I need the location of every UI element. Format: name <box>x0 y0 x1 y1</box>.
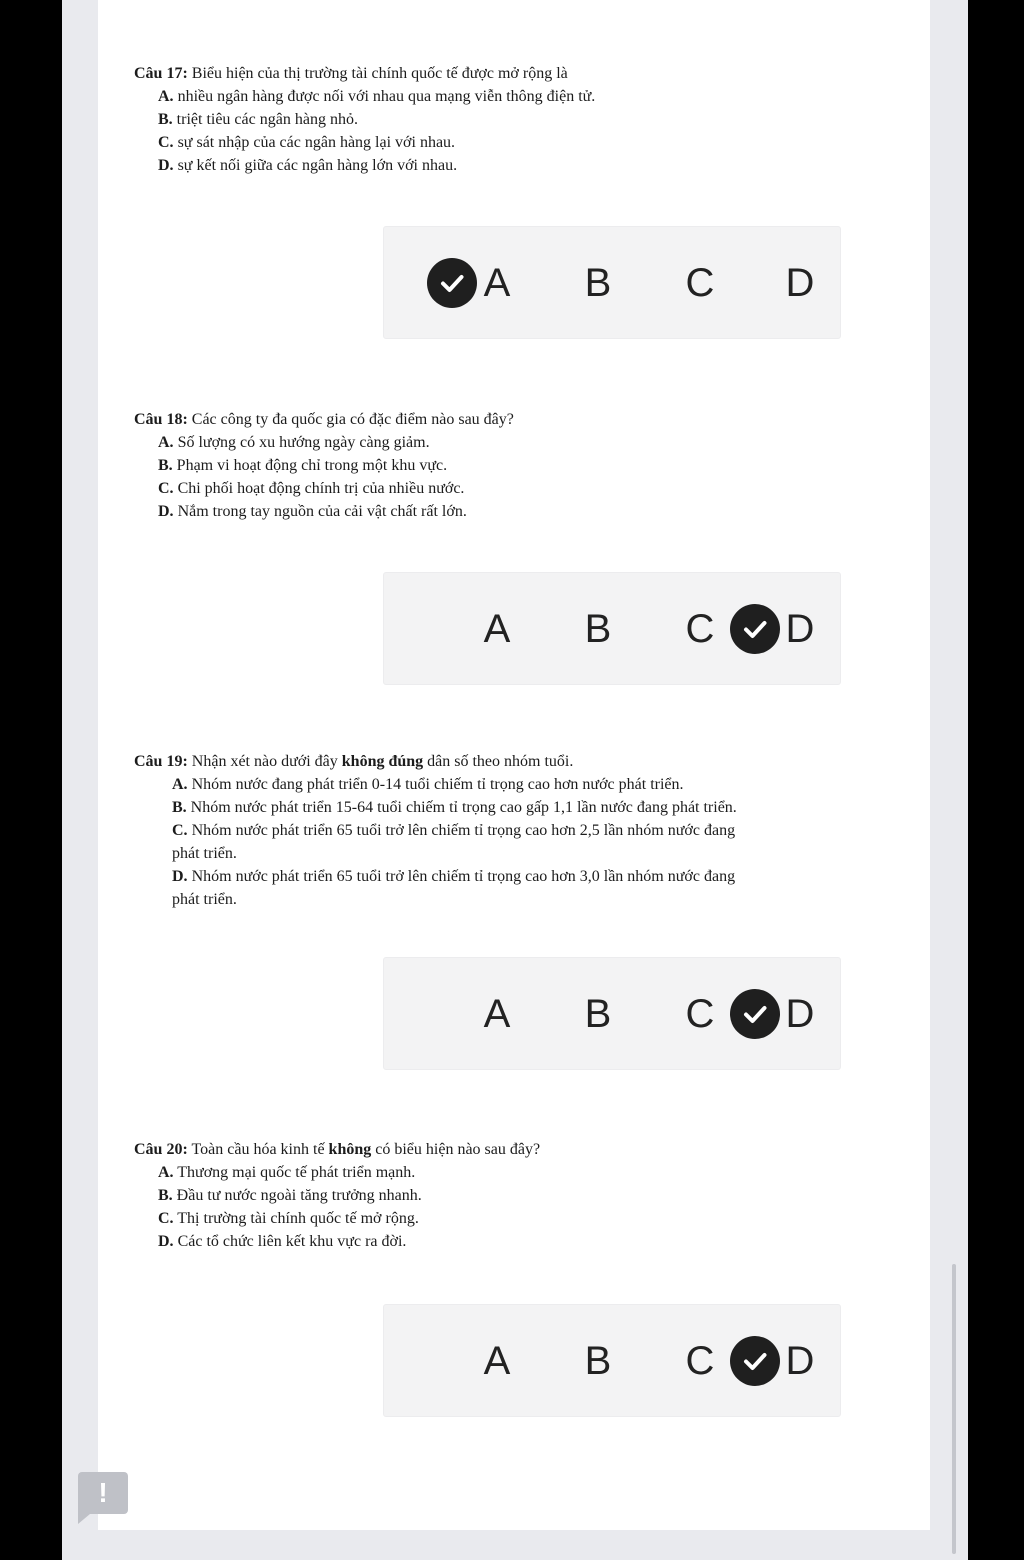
option-d-continued: phát triển. <box>172 891 237 908</box>
question-number: Câu 18: <box>134 411 188 428</box>
option-key: B. <box>158 457 173 474</box>
option-text: Nắm trong tay nguồn của cải vật chất rất lớn. <box>173 503 467 520</box>
option-text: Đầu tư nước ngoài tăng trưởng nhanh. <box>172 1187 422 1204</box>
answer-letter: C <box>685 992 715 1036</box>
option-key: C. <box>158 134 174 151</box>
answer-box-18 <box>383 572 841 685</box>
option-key: A. <box>158 434 174 451</box>
option-key: C. <box>172 822 188 839</box>
question-text: Biểu hiện của thị trường tài chính quốc tế được mở rộng là <box>187 65 568 82</box>
option-key: C. <box>158 480 174 497</box>
question-title <box>134 408 894 431</box>
answer-letter: A <box>483 992 511 1036</box>
option-text: triệt tiêu các ngân hàng nhỏ. <box>172 111 358 128</box>
answer-letter: B <box>584 992 612 1036</box>
answer-letter: C <box>685 1339 715 1383</box>
question-18 <box>134 408 894 523</box>
question-text: có biểu hiện nào sau đây? <box>371 1141 541 1158</box>
option-key: D. <box>158 1233 174 1250</box>
question-number: Câu 17: <box>134 65 188 82</box>
option-a <box>172 773 894 796</box>
option-b <box>172 796 894 819</box>
answer-letter: A <box>483 1339 511 1383</box>
option-b <box>158 108 894 131</box>
option-a <box>158 85 894 108</box>
answer-letter: A <box>483 261 511 305</box>
answer-choice-b[interactable] <box>558 1305 638 1418</box>
selected-check-icon <box>730 604 780 654</box>
option-key: D. <box>158 157 174 174</box>
answer-choice-c[interactable] <box>660 958 740 1071</box>
answer-letter: D <box>785 607 815 651</box>
option-text: Nhóm nước phát triển 65 tuổi trở lên chiếm tỉ trọng cao hơn 3,0 lần nhóm nước đang <box>187 868 736 885</box>
option-c-continued: phát triển. <box>172 845 237 862</box>
question-title <box>134 750 894 773</box>
question-title <box>134 1138 894 1161</box>
option-a <box>158 1161 894 1184</box>
option-c <box>158 131 894 154</box>
option-b <box>158 1184 894 1207</box>
answer-letter: B <box>584 261 612 305</box>
option-text: Các tổ chức liên kết khu vực ra đời. <box>173 1233 407 1250</box>
option-text: Nhóm nước đang phát triển 0-14 tuổi chiếm tỉ trọng cao hơn nước phát triển. <box>187 776 684 793</box>
answer-choice-c[interactable] <box>660 227 740 340</box>
answer-choice-c[interactable] <box>660 1305 740 1418</box>
answer-choice-d[interactable] <box>760 227 840 340</box>
answer-choice-a[interactable] <box>457 573 537 686</box>
answer-choice-c[interactable] <box>660 573 740 686</box>
answer-letter: C <box>685 261 715 305</box>
scrollbar[interactable] <box>952 1264 956 1554</box>
answer-choice-a[interactable] <box>457 1305 537 1418</box>
option-text: Phạm vi hoạt động chỉ trong một khu vực. <box>172 457 448 474</box>
option-key: A. <box>158 88 174 105</box>
question-text: Nhận xét nào dưới đây <box>187 753 342 770</box>
selected-check-icon <box>427 258 477 308</box>
option-d <box>158 500 894 523</box>
option-a <box>158 431 894 454</box>
selected-check-icon <box>730 989 780 1039</box>
answer-letter: A <box>483 607 511 651</box>
question-text: Các công ty đa quốc gia có đặc điểm nào sau đây? <box>187 411 514 428</box>
option-key: B. <box>172 799 187 816</box>
answer-box-17 <box>383 226 841 339</box>
question-20 <box>134 1138 894 1253</box>
option-text: Chi phối hoạt động chính trị của nhiều nước. <box>173 480 465 497</box>
answer-letter: D <box>785 1339 815 1383</box>
question-text: Toàn cầu hóa kinh tế <box>187 1141 329 1158</box>
question-17 <box>134 62 894 177</box>
answer-letter: B <box>584 1339 612 1383</box>
option-text: sự kết nối giữa các ngân hàng lớn với nhau. <box>173 157 458 174</box>
question-number: Câu 19: <box>134 753 188 770</box>
answer-choice-b[interactable] <box>558 573 638 686</box>
option-text: sự sát nhập của các ngân hàng lại với nhau. <box>173 134 456 151</box>
question-text-bold: không <box>328 1141 372 1158</box>
option-key: A. <box>172 776 188 793</box>
option-key: C. <box>158 1210 174 1227</box>
warning-badge[interactable]: ! <box>78 1472 128 1514</box>
answer-letter: D <box>785 992 815 1036</box>
option-key: B. <box>158 111 173 128</box>
answer-letter: C <box>685 607 715 651</box>
selected-check-icon <box>730 1336 780 1386</box>
option-text: Thương mại quốc tế phát triển mạnh. <box>173 1164 416 1181</box>
answer-box-19 <box>383 957 841 1070</box>
answer-letter: B <box>584 607 612 651</box>
option-d <box>172 865 894 888</box>
option-text: Nhóm nước phát triển 15-64 tuổi chiếm tỉ trọng cao gấp 1,1 lần nước đang phát triển. <box>186 799 737 816</box>
question-19 <box>134 750 894 911</box>
option-d <box>158 154 894 177</box>
option-key: B. <box>158 1187 173 1204</box>
question-title <box>134 62 894 85</box>
answer-letter: D <box>785 261 815 305</box>
option-key: D. <box>158 503 174 520</box>
option-d <box>158 1230 894 1253</box>
answer-box-20 <box>383 1304 841 1417</box>
option-text: nhiều ngân hàng được nối với nhau qua mạng viễn thông điện tử. <box>173 88 596 105</box>
option-c <box>158 1207 894 1230</box>
answer-choice-a[interactable] <box>457 958 537 1071</box>
option-b <box>158 454 894 477</box>
option-text: Thị trường tài chính quốc tế mở rộng. <box>173 1210 419 1227</box>
option-c <box>158 477 894 500</box>
option-key: A. <box>158 1164 174 1181</box>
answer-choice-b[interactable] <box>558 958 638 1071</box>
option-text: Nhóm nước phát triển 65 tuổi trở lên chiếm tỉ trọng cao hơn 2,5 lần nhóm nước đang <box>187 822 736 839</box>
option-text: Số lượng có xu hướng ngày càng giảm. <box>173 434 430 451</box>
question-number: Câu 20: <box>134 1141 188 1158</box>
option-key: D. <box>172 868 188 885</box>
option-c <box>172 819 894 842</box>
question-text: dân số theo nhóm tuổi. <box>423 753 574 770</box>
question-text-bold: không đúng <box>341 753 424 770</box>
answer-choice-b[interactable] <box>558 227 638 340</box>
